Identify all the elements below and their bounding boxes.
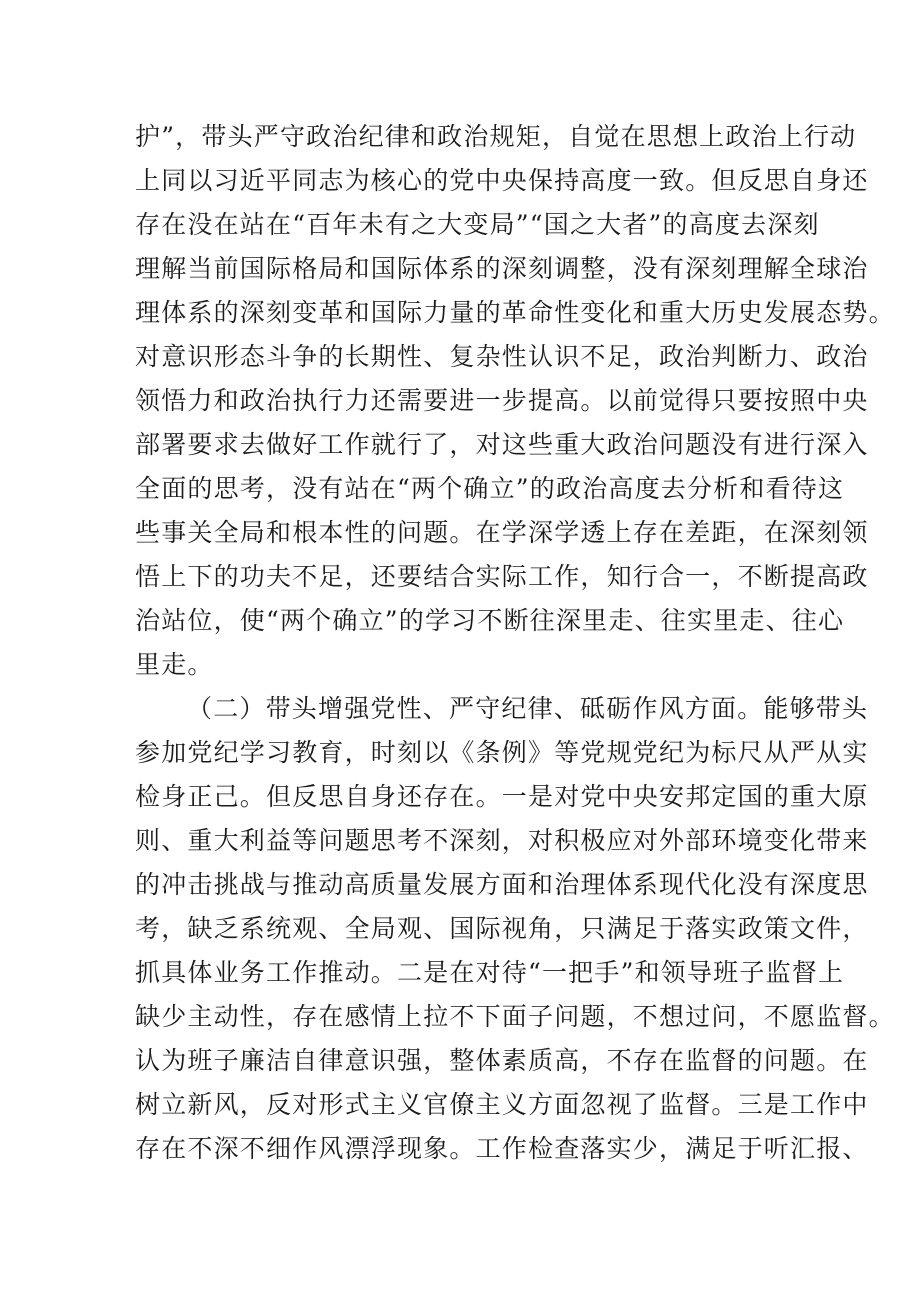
text-line: 存在没在站在“百年未有之大变局”“国之大者”的高度去深刻	[135, 210, 820, 239]
text-line: 全面的思考，没有站在“两个确立”的政治高度去分析和看待这	[135, 474, 845, 503]
section-heading-line: （二）带头增强党性、严守纪律、砥砺作风方面。能够带头	[187, 694, 869, 723]
text-line: 部署要求去做好工作就行了，对这些重大政治问题没有进行深入	[135, 430, 869, 459]
text-line: 存在不深不细作风漂浮现象。工作检查落实少，满足于听汇报、	[135, 1134, 869, 1163]
text-line: 上同以习近平同志为核心的党中央保持高度一致。但反思自身还	[135, 166, 869, 195]
text-line: 则、重大利益等问题思考不深刻，对积极应对外部环境变化带来	[135, 826, 869, 855]
text-line: 检身正己。但反思自身还存在。一是对党中央安邦定国的重大原	[135, 782, 869, 811]
text-line: 悟上下的功夫不足，还要结合实际工作，知行合一，不断提高政	[135, 562, 869, 591]
text-line: 的冲击挑战与推动高质量发展方面和治理体系现代化没有深度思	[135, 870, 869, 899]
text-line: 理解当前国际格局和国际体系的深刻调整，没有深刻理解全球治	[135, 254, 869, 283]
text-line: 对意识形态斗争的长期性、复杂性认识不足，政治判断力、政治	[135, 342, 869, 371]
text-line: 参加党纪学习教育，时刻以《条例》等党规党纪为标尺从严从实	[135, 738, 869, 767]
text-line: 治站位，使“两个确立”的学习不断往深里走、往实里走、往心	[135, 606, 845, 635]
text-line: 缺少主动性，存在感情上拉不下面子问题，不想过问，不愿监督。	[135, 1002, 895, 1031]
text-line: 些事关全局和根本性的问题。在学深学透上存在差距，在深刻领	[135, 518, 869, 547]
text-line: 考，缺乏系统观、全局观、国际视角，只满足于落实政策文件，	[135, 914, 869, 943]
text-line: 理体系的深刻变革和国际力量的革命性变化和重大历史发展态势。	[135, 298, 895, 327]
text-line: 树立新风，反对形式主义官僚主义方面忽视了监督。三是工作中	[135, 1090, 869, 1119]
text-line: 护”，带头严守政治纪律和政治规矩，自觉在思想上政治上行动	[135, 122, 857, 151]
text-line: 认为班子廉洁自律意识强，整体素质高，不存在监督的问题。在	[135, 1046, 869, 1075]
text-line: 抓具体业务工作推动。二是在对待“一把手”和领导班子监督上	[135, 958, 845, 987]
text-line: 领悟力和政治执行力还需要进一步提高。以前觉得只要按照中央	[135, 386, 869, 415]
text-line: 里走。	[135, 650, 214, 679]
